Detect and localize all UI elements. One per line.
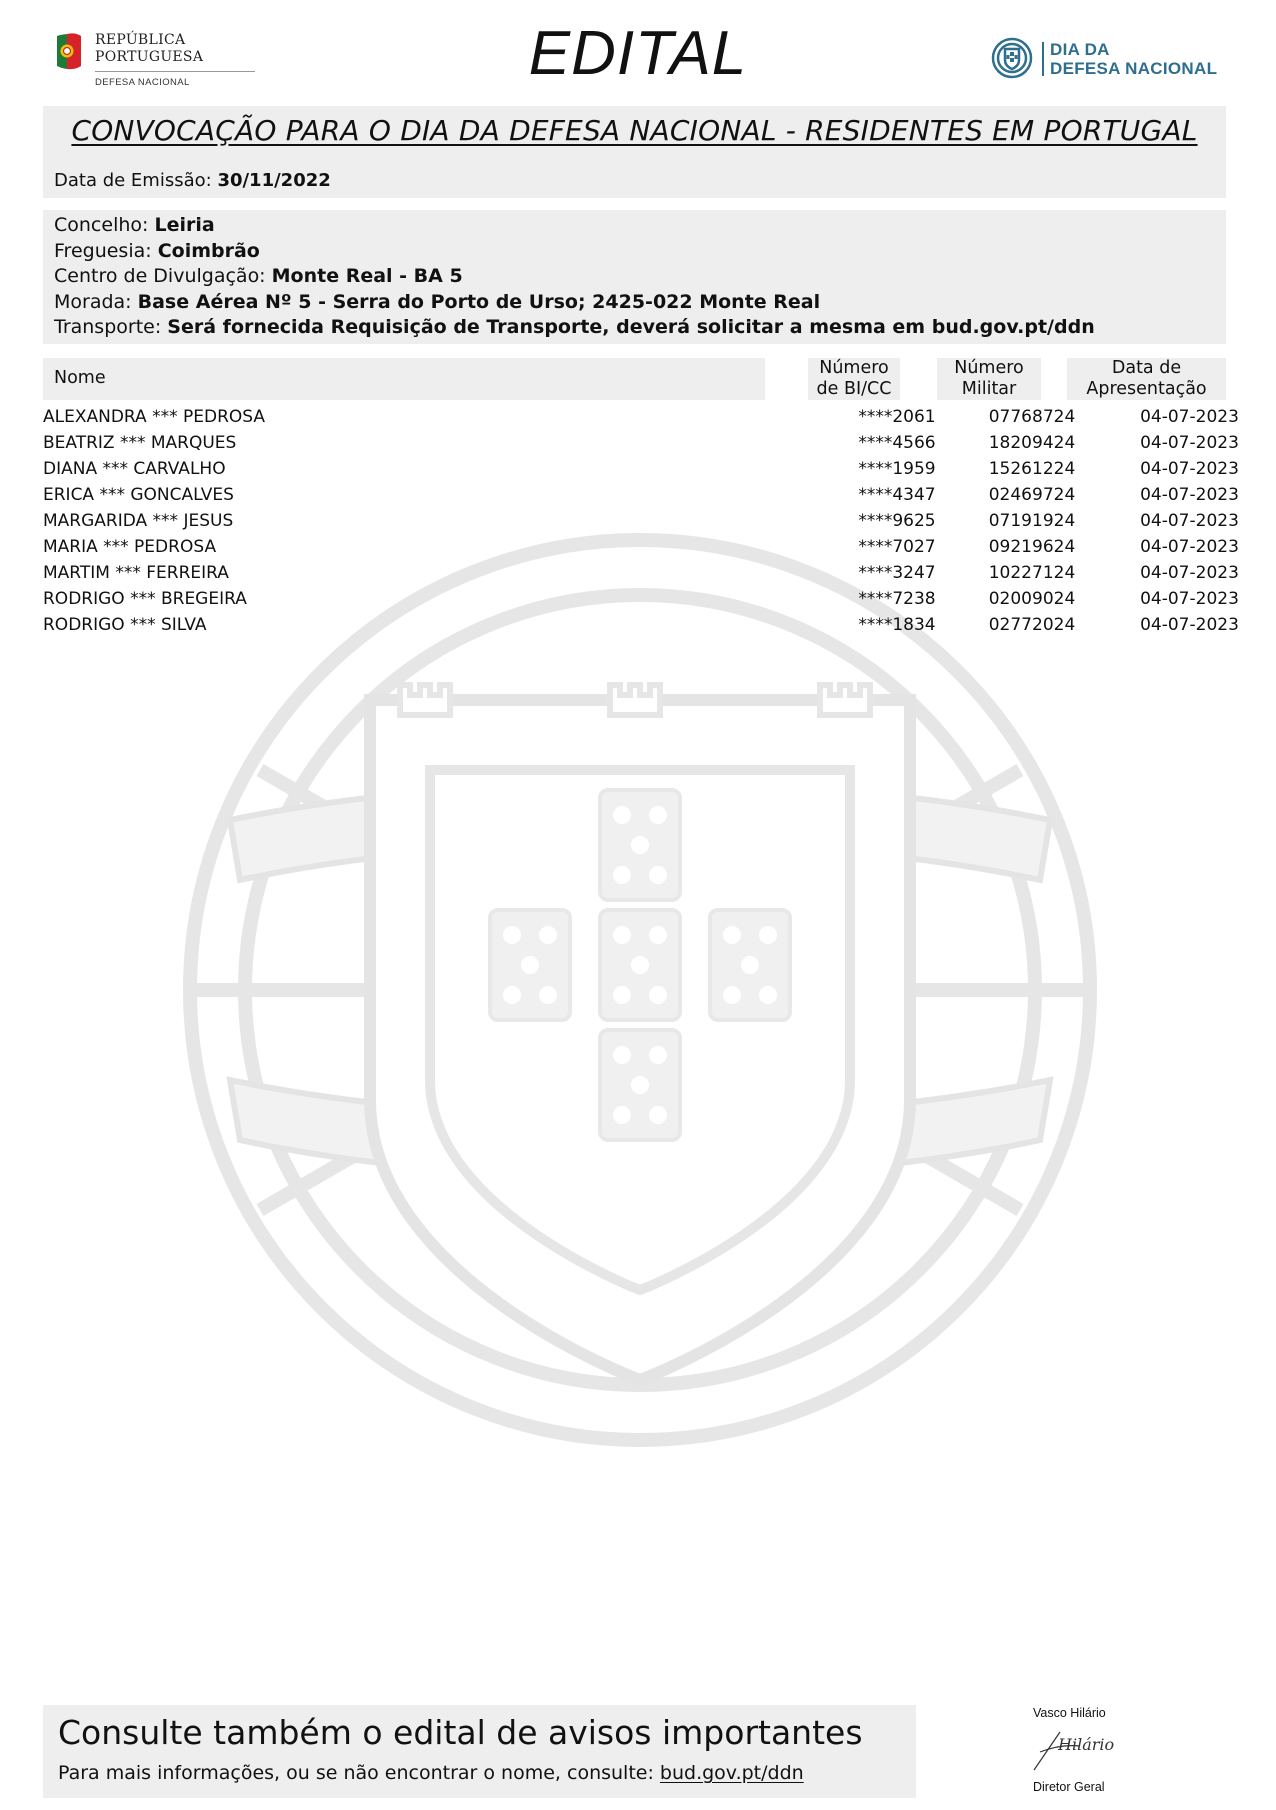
table-row: DIANA *** CARVALHO ****1959 15261224 04-07-2023 xyxy=(43,459,1239,479)
page-title: EDITAL xyxy=(528,19,748,88)
signatory-name: Vasco Hilário xyxy=(1033,1706,1106,1720)
table-row: BEATRIZ *** MARQUES ****4566 18209424 04-07-2023 xyxy=(43,433,1239,453)
dia-defesa-nacional-logo xyxy=(990,36,1230,86)
convocation-title: CONVOCAÇÃO PARA O DIA DA DEFESA NACIONAL - RESIDENTES EM PORTUGAL xyxy=(71,114,1198,147)
rp-logo-text: REPÚBLICA PORTUGUESA xyxy=(95,32,204,65)
table-row: MARIA *** PEDROSA ****7027 09219624 04-07-2023 xyxy=(43,537,1239,557)
ddn-logo-text: DIA DA DEFESA NACIONAL xyxy=(1050,40,1218,78)
table-row: RODRIGO *** BREGEIRA ****7238 02009024 04-07-2023 xyxy=(43,589,1239,609)
footer-more-info xyxy=(58,1762,804,1784)
column-header-date: Data de Apresentação xyxy=(1086,358,1207,399)
morada-line: Morada: Base Aérea Nº 5 - Serra do Porto de Urso; 2425-022 Monte Real xyxy=(54,290,821,313)
concelho-line: Concelho: Leiria xyxy=(54,214,215,236)
table-row: ERICA *** GONCALVES ****4347 02469724 04-07-2023 xyxy=(43,485,1239,505)
freguesia-line: Freguesia: Coimbrão xyxy=(54,239,260,262)
table-row: MARGARIDA *** JESUS ****9625 07191924 04-07-2023 xyxy=(43,511,1239,531)
centro-line: Centro de Divulgação: Monte Real - BA 5 xyxy=(54,265,463,287)
column-header-name: Nome xyxy=(54,368,106,388)
ddn-emblem-icon xyxy=(990,36,1034,80)
issue-date xyxy=(54,170,331,191)
footer-notice: Consulte também o edital de avisos importantes xyxy=(58,1713,863,1752)
transporte-line: Transporte: Será fornecida Requisição de Transporte, deverá solicitar a mesma em bud.gov.pt/ddn xyxy=(54,316,1095,338)
table-header-name-cell xyxy=(43,358,765,400)
coat-of-arms-watermark xyxy=(170,520,1110,1460)
rp-logo-subtitle: DEFESA NACIONAL xyxy=(95,77,190,88)
ddn-logo-divider xyxy=(1042,42,1044,76)
table-row: ALEXANDRA *** PEDROSA ****2061 07768724 04-07-2023 xyxy=(43,407,1239,427)
issue-date-label: Data de Emissão: xyxy=(54,170,212,191)
more-info-text: Para mais informações, ou se não encontrar o nome, consulte: xyxy=(58,1762,654,1784)
info-list xyxy=(54,213,1095,341)
table-row: RODRIGO *** SILVA ****1834 02772024 04-07-2023 xyxy=(43,615,1239,635)
convocation-table xyxy=(43,404,1239,638)
issue-date-value: 30/11/2022 xyxy=(217,170,331,191)
column-header-bi: Número de BI/CC xyxy=(816,358,892,399)
table-row: MARTIM *** FERREIRA ****3247 10227124 04-07-2023 xyxy=(43,563,1239,583)
signature-text: Hilário xyxy=(1058,1735,1115,1754)
bud-link[interactable]: bud.gov.pt/ddn xyxy=(659,1762,804,1784)
signatory-role: Diretor Geral xyxy=(1033,1780,1105,1794)
signature-image xyxy=(1020,1722,1130,1774)
column-header-military: Número Militar xyxy=(954,358,1024,399)
